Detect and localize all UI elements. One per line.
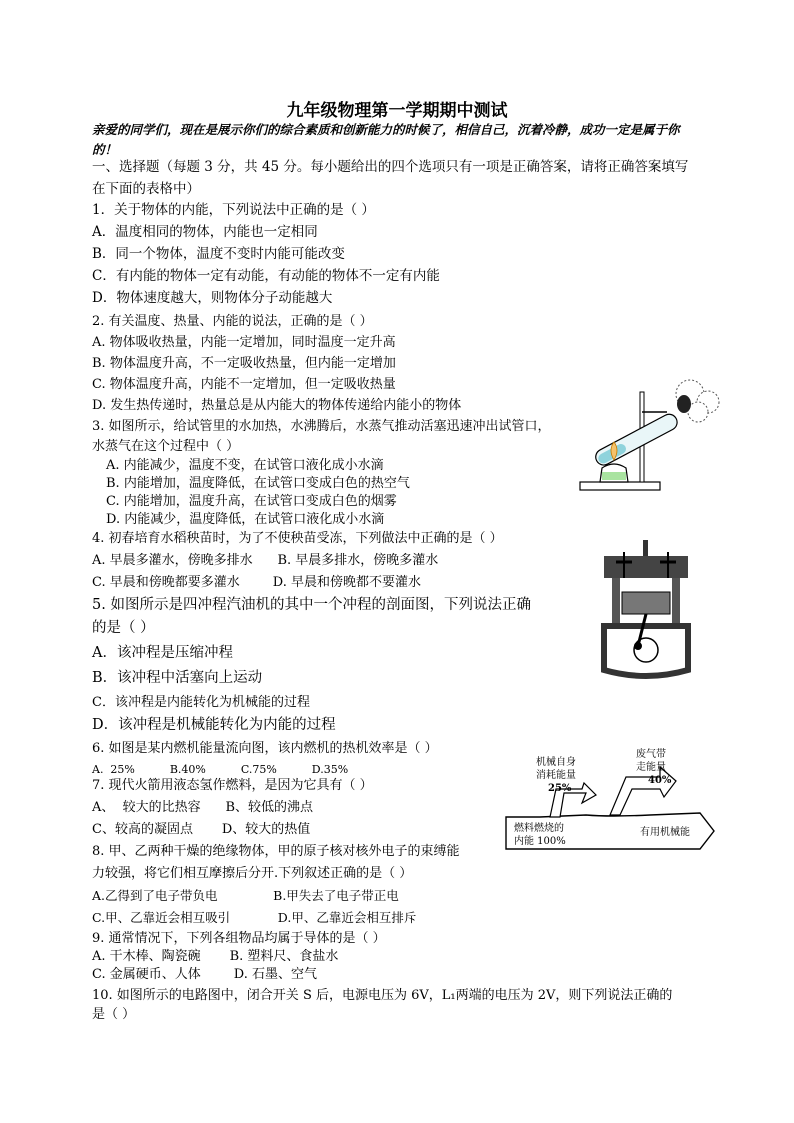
q8-options-cd: C.甲、乙靠近会相互吸引 D.甲、乙靠近会相互排斥 — [92, 910, 417, 925]
q3-option-d: D. 内能减少，温度降低，在试管口液化成小水滴 — [106, 512, 385, 527]
engine-figure — [598, 540, 694, 680]
test-tube-figure — [572, 372, 722, 500]
label-exhaust-1: 废气带 — [636, 749, 666, 760]
q3-stem: 3. 如图所示，给试管里的水加热，水沸腾后，水蒸气推动活塞迅速冲出试管口， — [92, 419, 551, 434]
q2-stem: 2. 有关温度、热量、内能的说法，正确的是（ ） — [92, 314, 373, 329]
q7-stem: 7. 现代火箭用液态氢作燃料，是因为它具有（ ） — [92, 778, 373, 793]
q3-stem-cont: 水蒸气在这个过程中（ ） — [92, 439, 240, 454]
label-fuel-2: 内能 100% — [514, 836, 566, 847]
q3-option-c: C. 内能增加，温度升高，在试管口变成白色的烟雾 — [106, 494, 397, 509]
intro-text: 亲爱的同学们，现在是展示你们的综合素质和创新能力的时候了，相信自己，沉着冷静，成功一定是属于你的！ — [92, 122, 680, 157]
engine-illustration — [598, 540, 694, 680]
q5-option-d: D．该冲程是机械能转化为内能的过程 — [92, 717, 336, 733]
q3-option-a: A. 内能减少，温度不变，在试管口液化成小水滴 — [106, 458, 384, 473]
q9-stem: 9. 通常情况下，下列各组物品均属于导体的是（ ） — [92, 931, 386, 946]
q1-option-c: C．有内能的物体一定有动能，有动能的物体不一定有内能 — [92, 268, 440, 284]
q9-options-ab: A. 干木棒、陶瓷碗 B. 塑料尺、食盐水 — [92, 949, 339, 964]
q5-option-b: B．该冲程中活塞向上运动 — [92, 670, 263, 686]
energy-flow-diagram — [500, 745, 730, 855]
q3-option-b: B. 内能增加，温度降低，在试管口变成白色的热空气 — [106, 476, 410, 491]
label-mech-pct: 25% — [548, 783, 572, 794]
q9-options-cd: C. 金属硬币、人体 D. 石墨、空气 — [92, 967, 318, 982]
q6-stem: 6. 如图是某内燃机能量流向图，该内燃机的热机效率是（ ） — [92, 741, 438, 756]
q2-option-d: D. 发生热传递时，热量总是从内能大的物体传递给内能小的物体 — [92, 398, 462, 413]
section-heading-cont: 在下面的表格中） — [92, 181, 200, 197]
q4-stem: 4. 初春培育水稻秧苗时，为了不使秧苗受冻，下列做法中正确的是（ ） — [92, 531, 503, 546]
q5-stem-cont: 的是（ ） — [92, 620, 155, 636]
energy-flow-svg — [500, 745, 730, 855]
section-heading: 一、选择题（每题 3 分，共 45 分。每小题给出的四个选项只有一项是正确答案，请将正确答案填写 — [92, 159, 689, 175]
q7-options-cd: C、较高的凝固点 D、较大的热值 — [92, 822, 311, 837]
q6-options: A. 25% B.40% C.75% D.35% — [92, 763, 349, 776]
label-exhaust-pct: 40% — [648, 775, 672, 786]
q10-stem-cont: 是（ ） — [92, 1007, 136, 1022]
q2-option-c: C. 物体温度升高，内能不一定增加，但一定吸收热量 — [92, 377, 396, 392]
q5-option-a: A．该冲程是压缩冲程 — [92, 645, 233, 661]
page-title: 九年级物理第一学期期中测试 — [286, 101, 508, 121]
label-mech-2: 消耗能量 — [536, 770, 576, 781]
q10-stem: 10. 如图所示的电路图中，闭合开关 S 后，电源电压为 6V，L₁两端的电压为 2V，则下列说法正确的 — [92, 988, 673, 1003]
q1-option-a: A．温度相同的物体，内能也一定相同 — [92, 224, 318, 240]
label-mech-1: 机械自身 — [536, 757, 576, 768]
q1-stem: 1．关于物体的内能，下列说法中正确的是（ ） — [92, 202, 375, 218]
label-fuel-1: 燃料燃烧的 — [514, 823, 564, 834]
label-exhaust-2: 走能量 — [636, 762, 666, 773]
q4-options-cd: C. 早晨和傍晚都要多灌水 D. 早晨和傍晚都不要灌水 — [92, 575, 422, 590]
q5-option-c: C．该冲程是内能转化为机械能的过程 — [92, 695, 310, 710]
label-useful: 有用机械能 — [640, 827, 690, 838]
q7-options-ab: A、 较大的比热容 B、较低的沸点 — [92, 800, 314, 815]
q2-option-b: B. 物体温度升高，不一定吸收热量，但内能一定增加 — [92, 356, 396, 371]
q8-options-ab: A.乙得到了电子带负电 B.甲失去了电子带正电 — [92, 888, 399, 903]
q1-option-d: D．物体速度越大，则物体分子动能越大 — [92, 290, 333, 306]
test-tube-illustration — [572, 372, 722, 500]
q1-option-b: B．同一个物体，温度不变时内能可能改变 — [92, 246, 345, 262]
q8-stem: 8. 甲、乙两种干燥的绝缘物体，甲的原子核对核外电子的束缚能 — [92, 844, 460, 859]
q4-options-ab: A. 早晨多灌水，傍晚多排水 B. 早晨多排水，傍晚多灌水 — [92, 553, 439, 568]
q2-option-a: A. 物体吸收热量，内能一定增加，同时温度一定升高 — [92, 335, 396, 350]
q5-stem: 5. 如图所示是四冲程汽油机的其中一个冲程的剖面图，下列说法正确 — [92, 597, 531, 613]
q8-stem-cont: 力较强，将它们相互摩擦后分开.下列叙述正确的是（ ） — [92, 866, 413, 881]
